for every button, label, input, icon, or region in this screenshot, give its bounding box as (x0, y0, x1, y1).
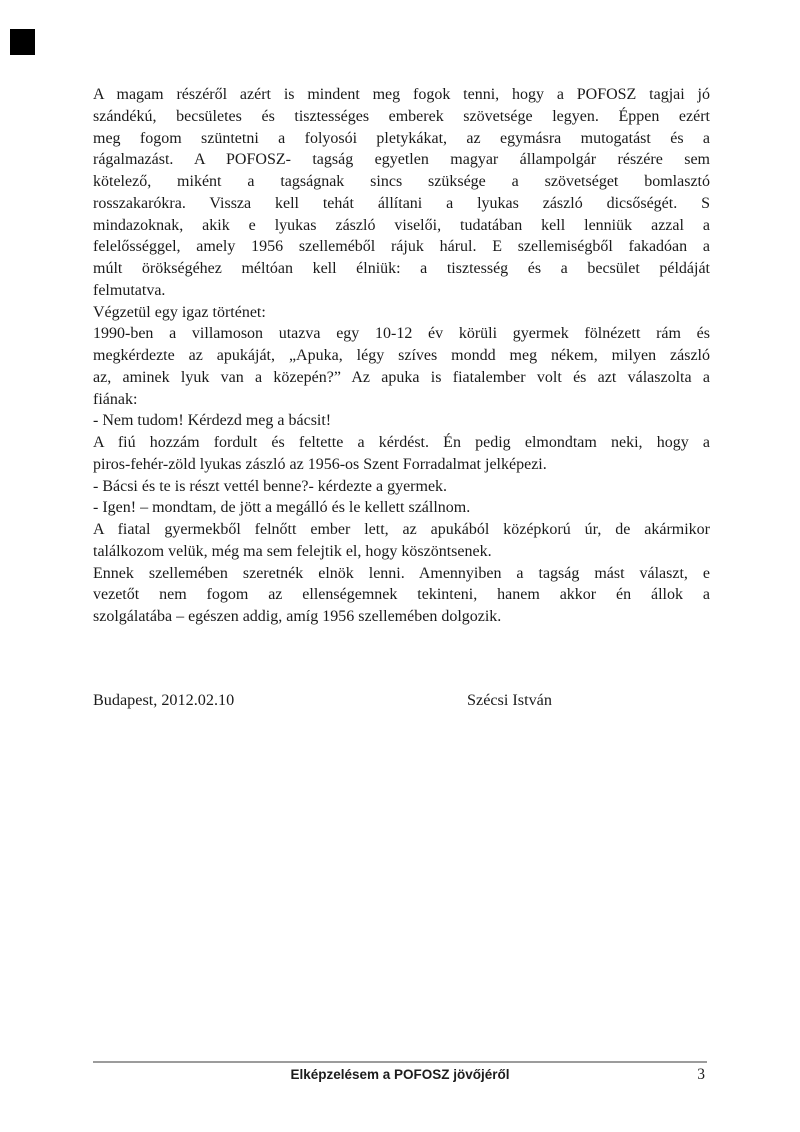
text-line: megkérdezte az apukáját, „Apuka, légy szíves mondd meg nékem, milyen zászló (93, 347, 710, 364)
paragraph (93, 519, 710, 563)
paragraph (93, 84, 710, 302)
text-line: A fiú hozzám fordult és feltette a kérdést. Én pedig elmondtam neki, hogy a (93, 434, 710, 451)
text-line: találkozom velük, még ma sem felejtik el, hogy köszöntsenek. (93, 542, 492, 560)
page-footer (93, 1061, 707, 1083)
paragraph (93, 497, 710, 519)
date-line: Budapest, 2012.02.10 (93, 691, 235, 709)
text-line: 1990-ben a villamoson utazva egy 10-12 év körüli gyermek fölnézett rám és (93, 325, 710, 343)
text-line: Végzetül egy igaz történet: (93, 303, 266, 321)
text-line: Ennek szellemében szeretnék elnök lenni. Amennyiben a tagság mást választ, e (93, 564, 710, 582)
text-line: - Igen! – mondtam, de jött a megálló és le kellett szállnom. (93, 499, 471, 517)
paragraph (93, 432, 710, 476)
text-line: szolgálatába – egészen addig, amíg 1956 szellemében dolgozik. (93, 608, 502, 625)
footer-title: Elképzelésem a POFOSZ jövőjéről (290, 1067, 510, 1082)
paragraph (93, 476, 710, 498)
paragraph (93, 563, 710, 628)
text-line: piros-fehér-zöld lyukas zászló az 1956-os Szent Forradalmat jelképezi. (93, 455, 547, 473)
text-line: kötelező, miként a tagságnak sincs szüksége a szövetséget bomlasztó (93, 173, 710, 190)
paragraph (93, 410, 710, 432)
text-line: szándékú, becsületes és tisztességes emberek szövetsége legyen. Éppen ezért (93, 107, 710, 125)
text-line: rágalmazást. A POFOSZ- tagság egyetlen magyar állampolgár részére sem (93, 151, 710, 169)
text-line: vezetőt nem fogom az ellenségemnek tekinteni, hanem akkor én állok a (93, 586, 710, 604)
text-line: felmutatva. (93, 281, 166, 299)
text-line: az, aminek lyuk van a közepén?” Az apuka is fiatalember volt és azt válaszolta a (93, 368, 710, 386)
text-line: rosszakarókra. Vissza kell tehát állítani a lyukas zászló dicsőségét. S (93, 194, 710, 212)
text-line: - Bácsi és te is részt vettél benne?- kérdezte a gyermek. (93, 477, 448, 495)
text-line: - Nem tudom! Kérdezd meg a bácsit! (93, 412, 332, 430)
document-body (93, 84, 710, 628)
text-line: A fiatal gyermekből felnőtt ember lett, az apukából középkorú úr, de akármikor (93, 521, 710, 538)
text-line: A magam részéről azért is mindent meg fogok tenni, hogy a POFOSZ tagjai jó (93, 86, 710, 103)
text-line: felelősséggel, amely 1956 szelleméből rájuk hárul. E szellemiségből fakadóan a (93, 238, 710, 256)
text-line: meg fogom szüntetni a folyosói pletykákat, az egymásra mutogatást és a (93, 129, 710, 147)
scan-corner-mark (10, 29, 35, 55)
signature-row (93, 689, 710, 711)
page-number: 3 (697, 1066, 705, 1083)
text-line: mindazoknak, akik e lyukas zászló viselői, tudatában kell lenniük azzal a (93, 216, 710, 234)
text-line: múlt örökségéhez méltóan kell élniük: a tisztesség és a becsület példáját (93, 260, 710, 277)
signature-name: Szécsi István (467, 691, 552, 709)
paragraph (93, 323, 710, 410)
paragraph (93, 302, 710, 324)
text-line: fiának: (93, 390, 138, 408)
